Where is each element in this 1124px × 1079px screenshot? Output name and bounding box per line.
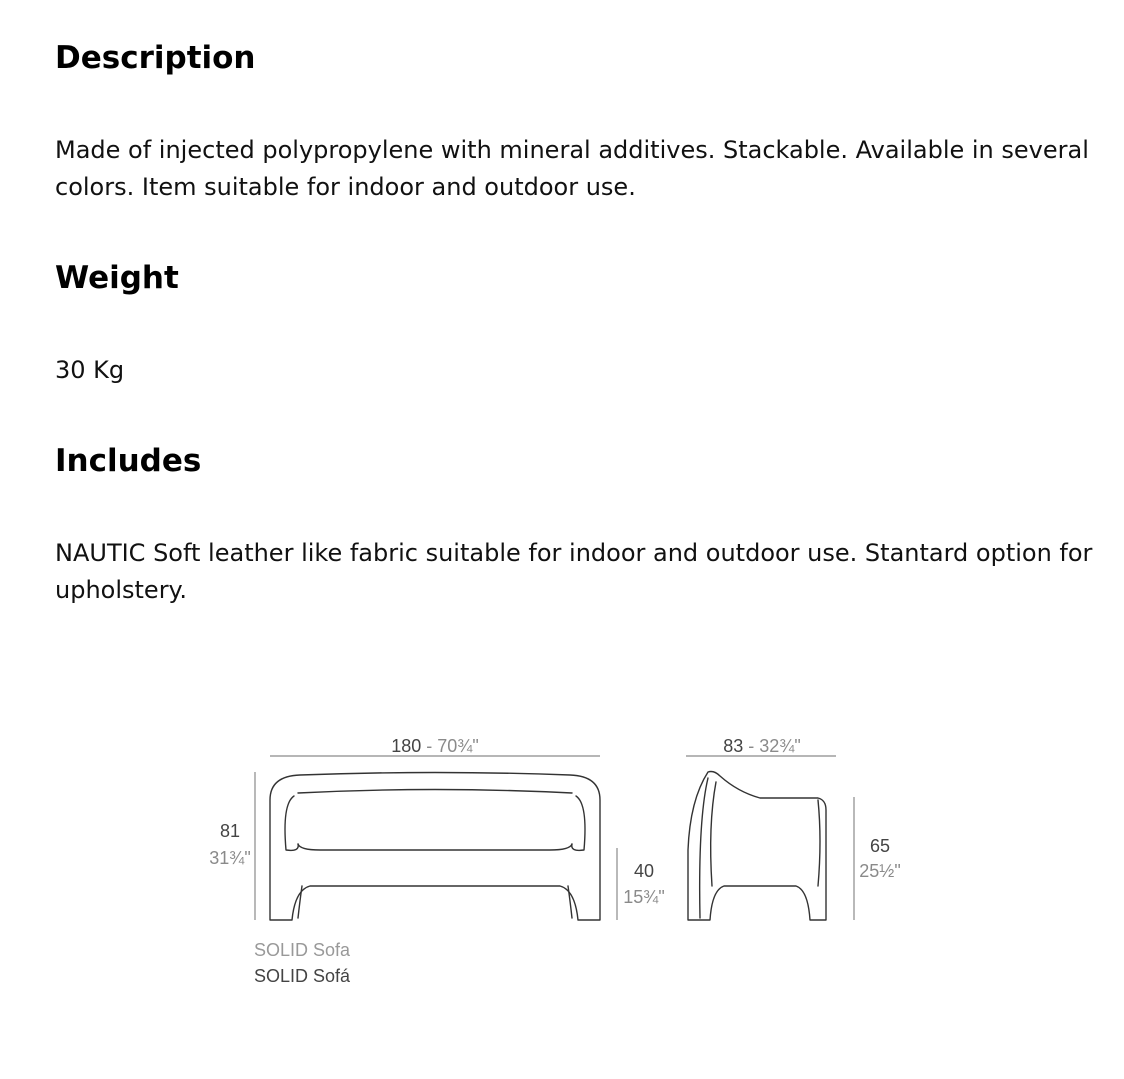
side-depth-label: 83 - 32¾" bbox=[723, 736, 801, 756]
caption-line1: SOLID Sofa bbox=[254, 940, 351, 960]
description-heading: Description bbox=[55, 40, 256, 76]
weight-text: 30 Kg bbox=[55, 356, 125, 384]
includes-text: NAUTIC Soft leather like fabric suitable for indoor and outdoor use. Stantard option for upholstery. bbox=[55, 539, 1093, 604]
sofa-side-view bbox=[686, 736, 901, 920]
front-width-label: 180 - 70¾" bbox=[391, 736, 479, 756]
caption-line2: SOLID Sofá bbox=[254, 966, 351, 986]
front-height-cm: 81 bbox=[219, 821, 241, 841]
sofa-side-outline bbox=[688, 772, 826, 921]
sofa-front-view bbox=[209, 736, 664, 986]
seat-line bbox=[298, 844, 572, 850]
dimension-drawing bbox=[0, 700, 1124, 1000]
right-arm-line bbox=[572, 796, 585, 850]
left-leg-line bbox=[298, 886, 302, 918]
front-height-in: 31¾" bbox=[209, 848, 251, 868]
right-leg-line bbox=[568, 886, 572, 918]
seat-height-in: 15¾" bbox=[623, 887, 665, 907]
back-top-line bbox=[298, 790, 572, 794]
weight-heading: Weight bbox=[55, 260, 179, 296]
seat-height-cm: 40 bbox=[633, 861, 655, 881]
description-text: Made of injected polypropylene with mineral additives. Stackable. Available in several colors. Item suitable for indoor and outdoor use. bbox=[55, 136, 1089, 201]
includes-heading: Includes bbox=[55, 443, 202, 479]
side-arm-line bbox=[818, 800, 820, 886]
sofa-front-outline bbox=[270, 773, 600, 921]
side-inner-line bbox=[711, 782, 716, 886]
side-height-cm: 65 bbox=[869, 836, 891, 856]
side-back-line bbox=[700, 778, 708, 918]
left-arm-line bbox=[285, 796, 298, 850]
side-height-in: 25½" bbox=[859, 861, 901, 881]
